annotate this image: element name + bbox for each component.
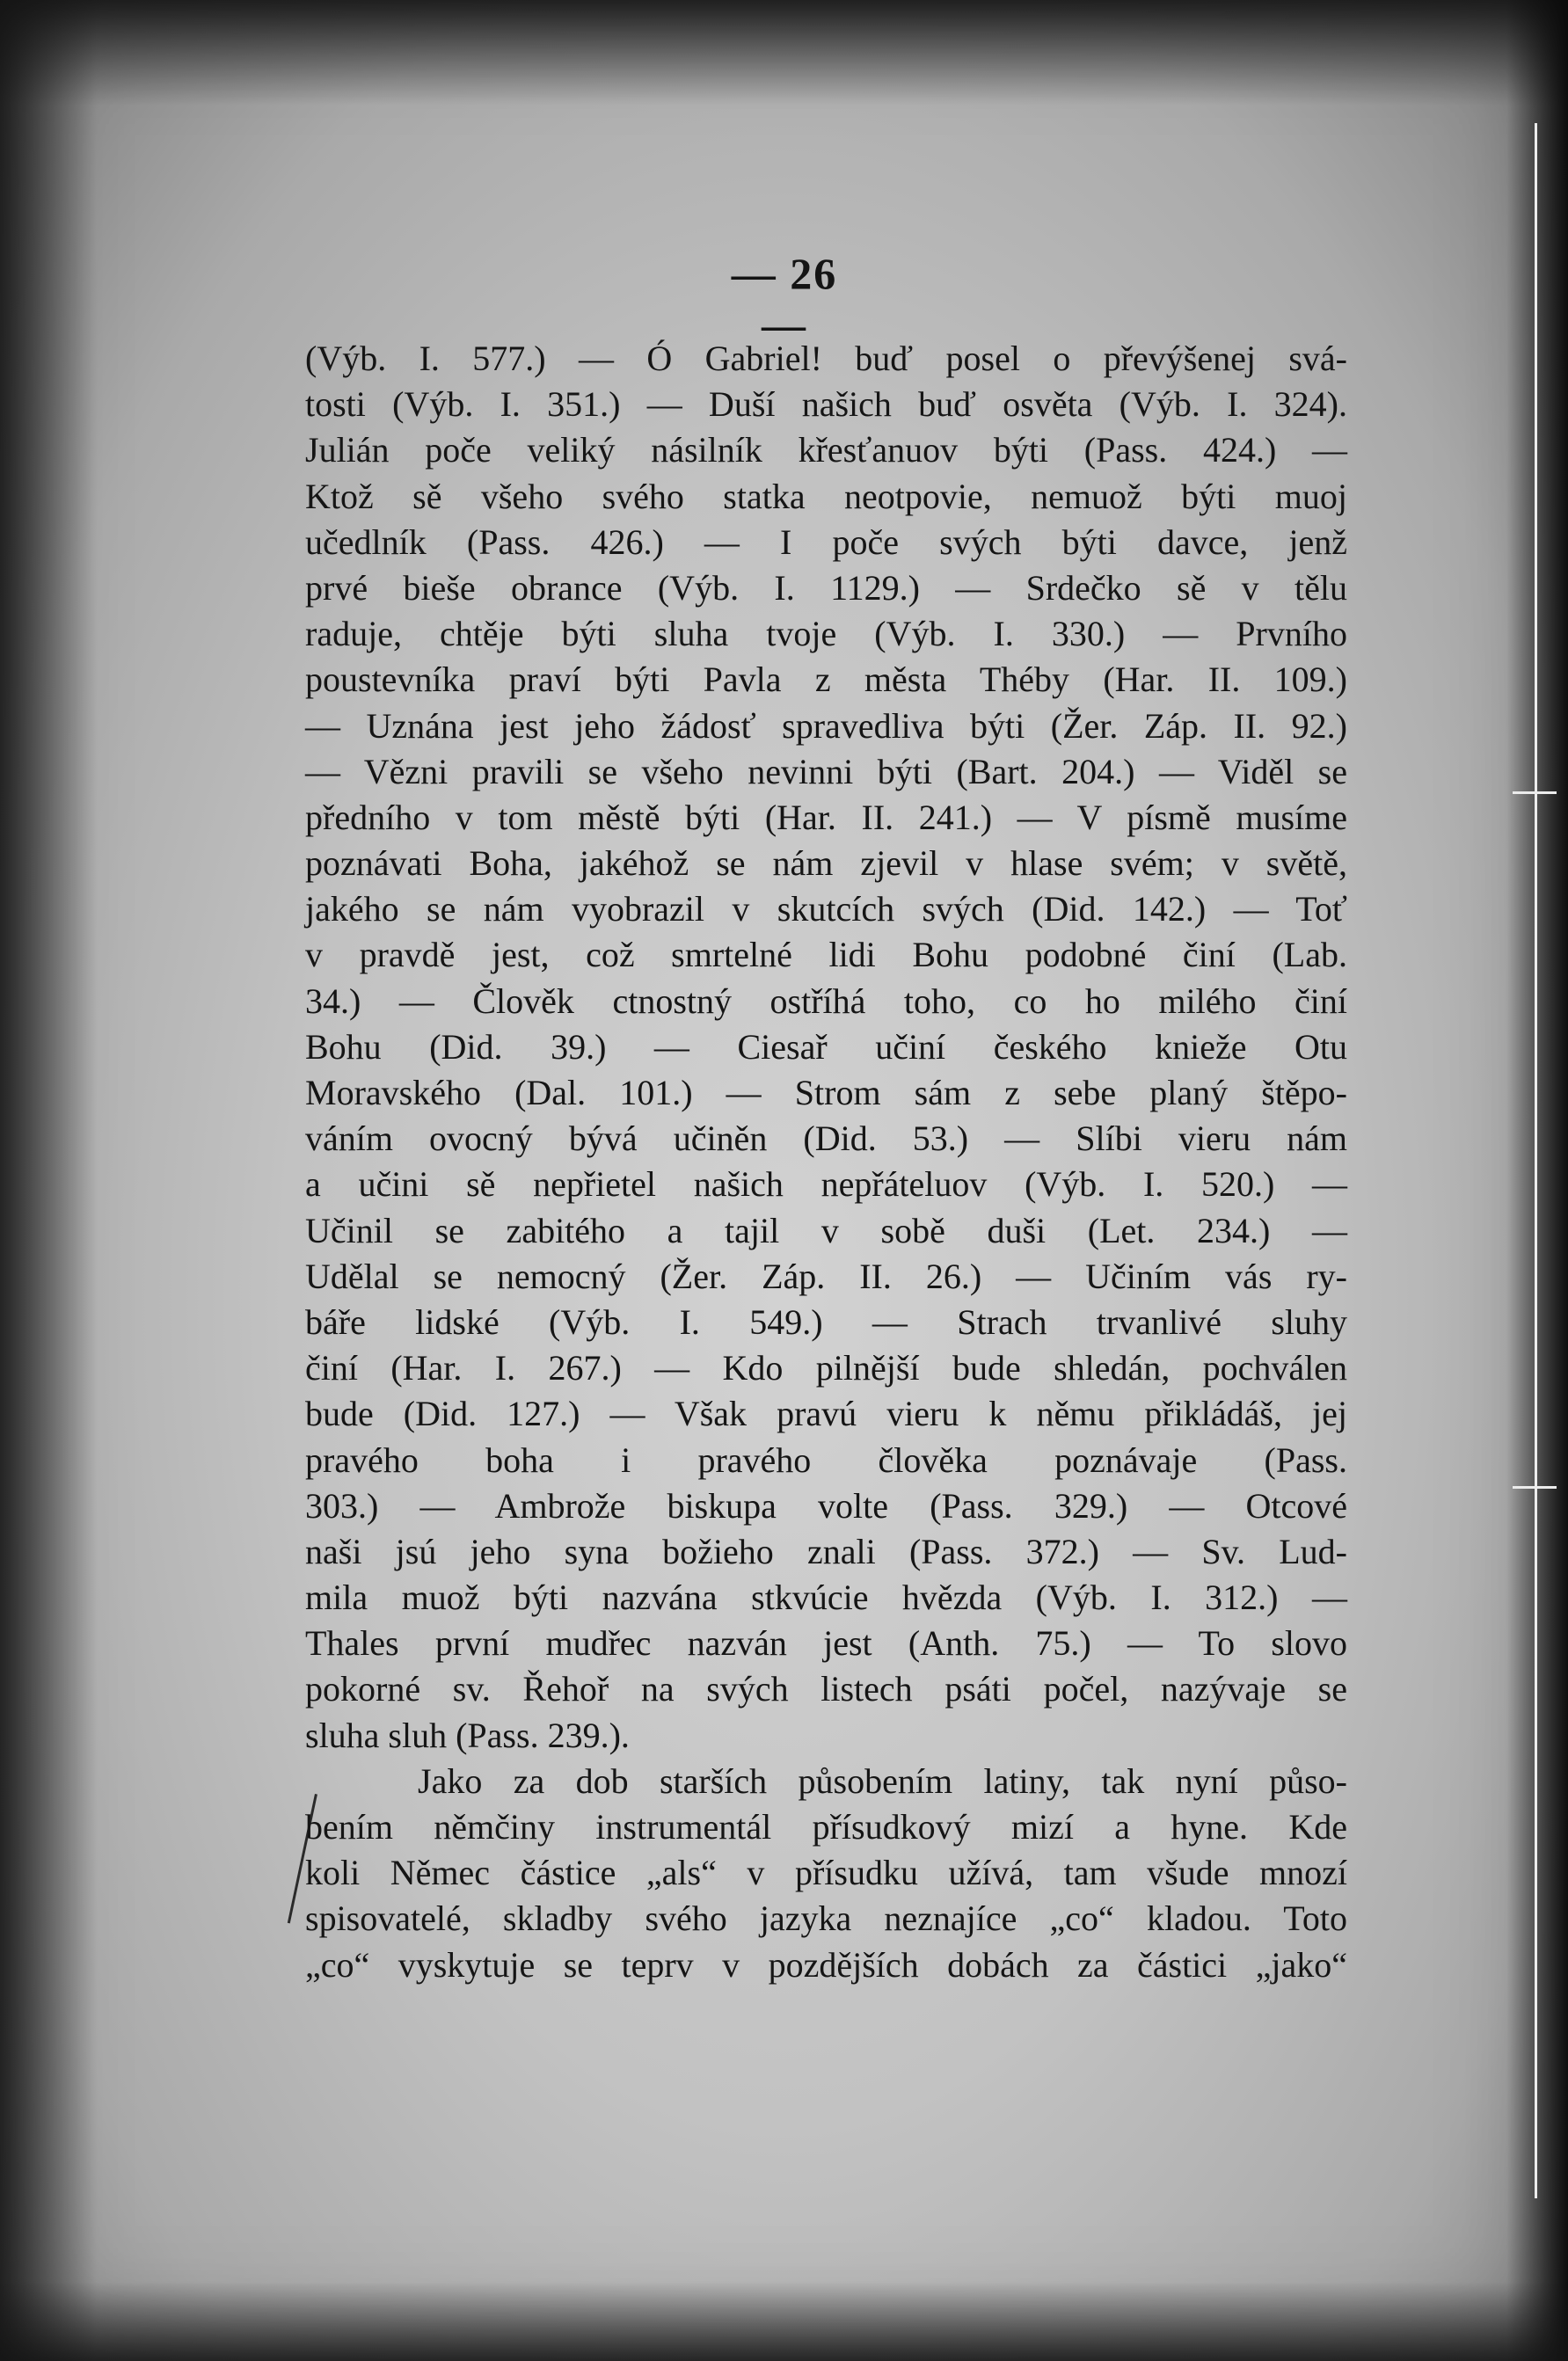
text-line: spisovatelé, skladby svého jazyka neznajíce „co“ kladou. Toto (305, 1898, 1347, 1939)
text-line: poznávati Boha, jakéhož se nám zjevil v hlase svém; v světě, (305, 843, 1347, 884)
right-margin-rule (1535, 123, 1537, 2198)
text-line: mila muož býti nazvána stkvúcie hvězda (Výb. I. 312.) — (305, 1578, 1347, 1618)
text-line: prvé bieše obrance (Výb. I. 1129.) — Srdečko sě v tělu (305, 567, 1347, 608)
margin-tick-mark (1513, 1486, 1557, 1489)
text-line: bude (Did. 127.) — Však pravú vieru k němu přikládáš, jej (305, 1394, 1347, 1434)
text-line: váním ovocný bývá učiněn (Did. 53.) — Slíbi vieru nám (305, 1119, 1347, 1159)
text-line: a učini sě nepřietel našich nepřáteluov (Výb. I. 520.) — (305, 1164, 1347, 1205)
body-text (305, 336, 1347, 1988)
text-line: pokorné sv. Řehoř na svých listech psáti počel, nazývaje se (305, 1669, 1347, 1709)
text-line: koli Němec částice „als“ v přísudku užívá, tam všude mnozí (305, 1853, 1347, 1893)
text-line: pravého boha i pravého člověka poznávaje (Pass. (305, 1439, 1347, 1480)
text-line: jakého se nám vyobrazil v skutcích svých (Did. 142.) — Toť (305, 889, 1347, 929)
text-line: Julián poče veliký násilník křesťanuov býti (Pass. 424.) — (305, 430, 1347, 470)
scan-shadow-bottom (0, 2282, 1568, 2361)
text-line: Učinil se zabitého a tajil v sobě duši (Let. 234.) — (305, 1210, 1347, 1250)
text-line: (Výb. I. 577.) — Ó Gabriel! buď posel o převýšenej svá- (305, 339, 1347, 378)
text-line: tosti (Výb. I. 351.) — Duší našich buď osvěta (Výb. I. 324). (305, 384, 1347, 425)
paragraph (305, 336, 1347, 1759)
text-line: Moravského (Dal. 101.) — Strom sám z sebe planý štěpo- (305, 1073, 1347, 1112)
text-line: Ktož sě všeho svého statka neotpovie, nemuož býti muoj (305, 476, 1347, 516)
text-line: „co“ vyskytuje se teprv v pozdějších dobách za částici „jako“ (305, 1944, 1347, 1985)
text-line: poustevníka praví býti Pavla z města Théby (Har. II. 109.) (305, 659, 1347, 700)
text-line: 303.) — Ambrože biskupa volte (Pass. 329.) — Otcové (305, 1485, 1347, 1526)
text-line: raduje, chtěje býti sluha tvoje (Výb. I. 330.) — Prvního (305, 614, 1347, 654)
text-line: činí (Har. I. 267.) — Kdo pilnější bude shledán, pochválen (305, 1348, 1347, 1388)
text-line: Bohu (Did. 39.) — Ciesař učiní českého knieže Otu (305, 1026, 1347, 1067)
text-line: — Uznána jest jeho žádosť spravedliva býti (Žer. Záp. II. 92.) (305, 705, 1347, 746)
text-line: Udělal se nemocný (Žer. Záp. II. 26.) — Učiním vás ry- (305, 1256, 1347, 1296)
text-line: — Vězni pravili se všeho nevinni býti (Bart. 204.) — Viděl se (305, 751, 1347, 791)
text-line: předního v tom městě býti (Har. II. 241.) — V písmě musíme (305, 797, 1347, 837)
text-line: Jako za dob starších působením latiny, tak nyní půso- (418, 1760, 1347, 1801)
scan-shadow-right (1506, 0, 1568, 2361)
page-number: — 26 — (731, 249, 838, 349)
text-line: učedlník (Pass. 426.) — I poče svých býti davce, jenž (305, 521, 1347, 562)
paragraph (305, 1759, 1347, 1988)
text-line: v pravdě jest, což smrtelné lidi Bohu podobné činí (Lab. (305, 935, 1347, 975)
text-line: 34.) — Člověk ctnostný ostříhá toho, co ho milého činí (305, 980, 1347, 1021)
text-line: naši jsú jeho syna božieho znali (Pass. 372.) — Sv. Lud- (305, 1531, 1347, 1571)
text-line: bením němčiny instrumentál přísudkový mizí a hyne. Kde (305, 1807, 1347, 1847)
text-line: Thales první mudřec nazván jest (Anth. 75.) — To slovo (305, 1623, 1347, 1664)
text-line: sluha sluh (Pass. 239.). (305, 1715, 630, 1755)
text-line: báře lidské (Výb. I. 549.) — Strach trvanlivé sluhy (305, 1301, 1347, 1342)
scan-shadow-left (0, 0, 97, 2361)
margin-tick-mark (1513, 791, 1557, 794)
scan-shadow-top (0, 0, 1568, 106)
